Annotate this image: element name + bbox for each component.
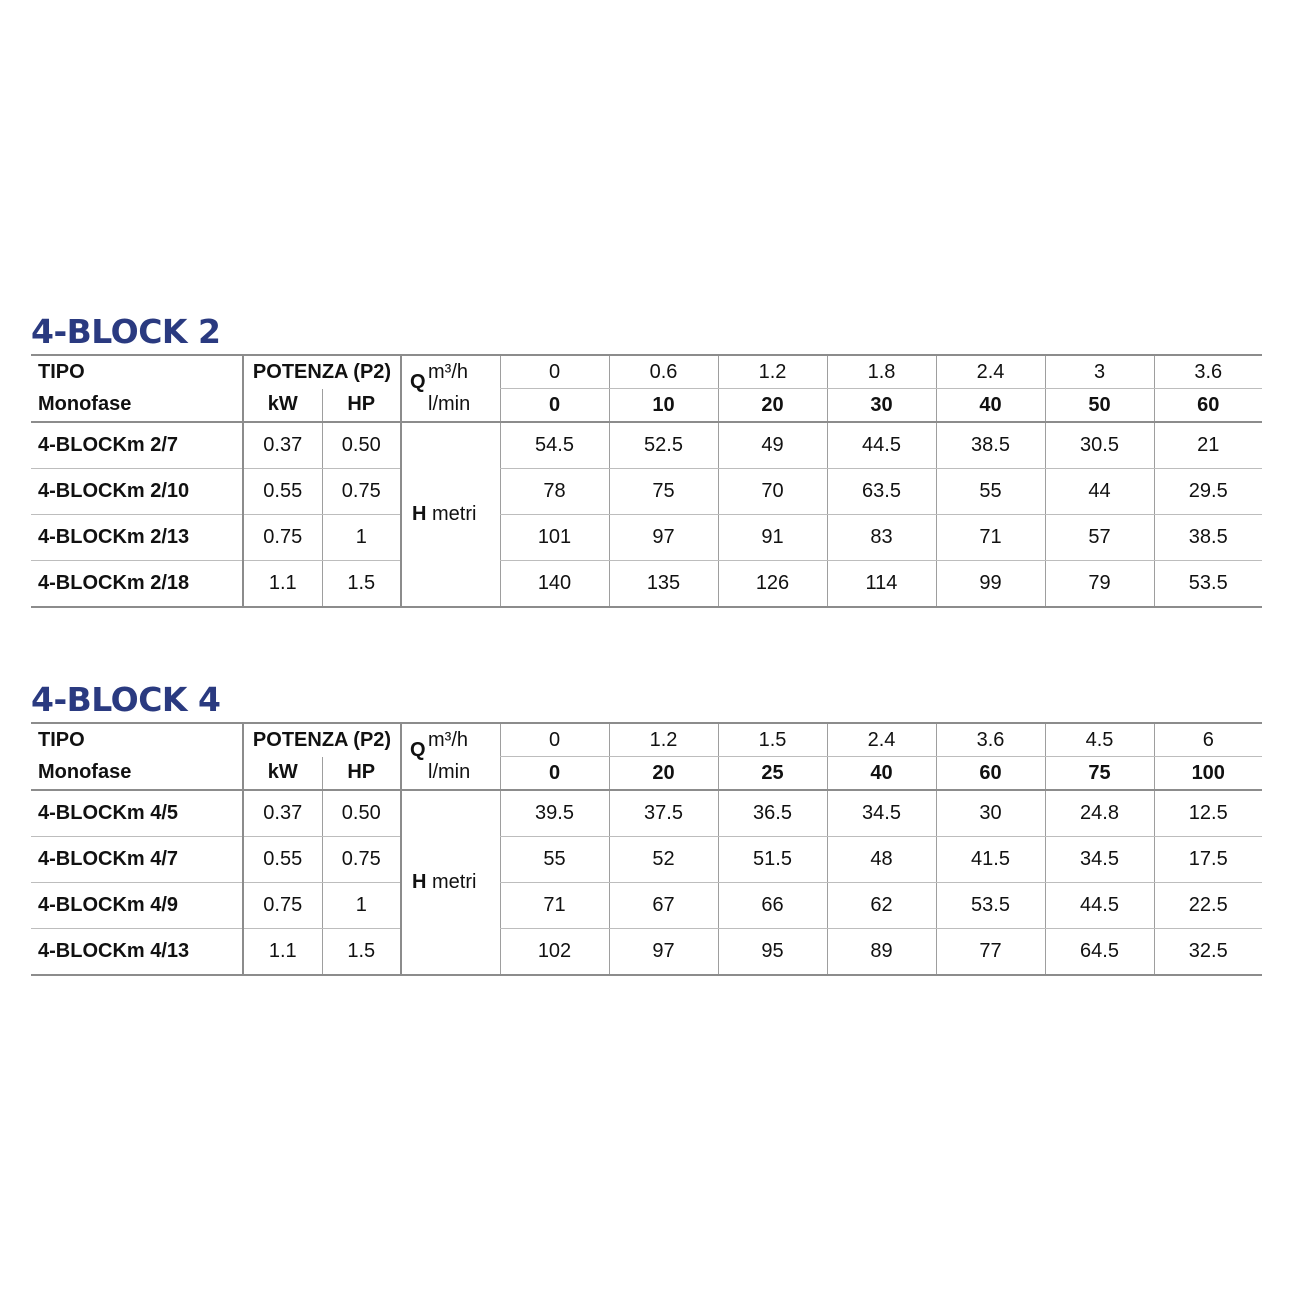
flow-lmin-cell: 25 (718, 757, 827, 791)
power-hp: 1 (322, 515, 401, 561)
flow-lmin-cell: 10 (609, 389, 718, 423)
model-name: 4-BLOCKm 2/7 (31, 422, 243, 469)
head-value-cell: 95 (718, 929, 827, 976)
header-kw: kW (243, 389, 322, 423)
head-value-cell: 12.5 (1154, 790, 1262, 837)
head-value-cell: 62 (827, 883, 936, 929)
flow-lmin-cell: 0 (500, 757, 609, 791)
flow-m3h-cell: 2.4 (827, 723, 936, 757)
head-value-cell: 63.5 (827, 469, 936, 515)
table-row (31, 883, 1262, 929)
head-value-cell: 38.5 (1154, 515, 1262, 561)
header-q: Q (410, 738, 426, 761)
power-kw: 0.75 (243, 515, 322, 561)
head-value-cell: 52 (609, 837, 718, 883)
head-value-cell: 52.5 (609, 422, 718, 469)
flow-m3h-cell: 0.6 (609, 355, 718, 389)
table-row (31, 929, 1262, 976)
flow-lmin-cell: 0 (500, 389, 609, 423)
power-hp: 0.75 (322, 469, 401, 515)
head-value-cell: 71 (500, 883, 609, 929)
flow-m3h-cell: 1.5 (718, 723, 827, 757)
header-potenza: POTENZA (P2) (243, 723, 401, 757)
head-value-cell: 126 (718, 561, 827, 608)
head-value-cell: 64.5 (1045, 929, 1154, 976)
flow-m3h-cell: 2.4 (936, 355, 1045, 389)
flow-m3h-cell: 6 (1154, 723, 1262, 757)
head-value-cell: 77 (936, 929, 1045, 976)
head-value-cell: 29.5 (1154, 469, 1262, 515)
unit-lmin: l/min (428, 761, 471, 784)
performance-table (31, 354, 1262, 608)
head-value-cell: 89 (827, 929, 936, 976)
model-name: 4-BLOCKm 4/7 (31, 837, 243, 883)
unit-lmin: l/min (428, 393, 471, 416)
header-metri: metri (432, 503, 477, 525)
head-value-cell: 30.5 (1045, 422, 1154, 469)
head-value-cell: 114 (827, 561, 936, 608)
head-label (401, 422, 500, 607)
unit-m3h: m³/h (428, 360, 468, 383)
head-value-cell: 67 (609, 883, 718, 929)
power-kw: 0.55 (243, 469, 322, 515)
flow-lmin-cell: 100 (1154, 757, 1262, 791)
flow-lmin-cell: 40 (936, 389, 1045, 423)
head-value-cell: 53.5 (1154, 561, 1262, 608)
table-row (31, 790, 1262, 837)
flow-m3h-cell: 3 (1045, 355, 1154, 389)
power-hp: 0.50 (322, 422, 401, 469)
head-value-cell: 66 (718, 883, 827, 929)
header-metri: metri (432, 871, 477, 893)
head-value-cell: 79 (1045, 561, 1154, 608)
flow-m3h-cell: 3.6 (1154, 355, 1262, 389)
table-row (31, 515, 1262, 561)
head-value-cell: 17.5 (1154, 837, 1262, 883)
power-hp: 1.5 (322, 929, 401, 976)
power-kw: 0.37 (243, 790, 322, 837)
head-value-cell: 57 (1045, 515, 1154, 561)
flow-lmin-cell: 20 (609, 757, 718, 791)
flow-lmin-cell: 50 (1045, 389, 1154, 423)
model-name: 4-BLOCKm 2/10 (31, 469, 243, 515)
head-value-cell: 70 (718, 469, 827, 515)
head-value-cell: 39.5 (500, 790, 609, 837)
table-title: 4-BLOCK 4 (31, 680, 221, 719)
head-value-cell: 97 (609, 515, 718, 561)
head-value-cell: 101 (500, 515, 609, 561)
flow-m3h-cell: 1.8 (827, 355, 936, 389)
flow-m3h-cell: 1.2 (718, 355, 827, 389)
header-hp: HP (322, 389, 401, 423)
head-value-cell: 34.5 (1045, 837, 1154, 883)
header-monofase: Monofase (31, 389, 243, 423)
head-value-cell: 38.5 (936, 422, 1045, 469)
head-value-cell: 36.5 (718, 790, 827, 837)
power-hp: 0.50 (322, 790, 401, 837)
table-row (31, 422, 1262, 469)
flow-lmin-cell: 60 (936, 757, 1045, 791)
head-value-cell: 135 (609, 561, 718, 608)
head-value-cell: 140 (500, 561, 609, 608)
model-name: 4-BLOCKm 2/18 (31, 561, 243, 608)
flow-m3h-cell: 4.5 (1045, 723, 1154, 757)
power-kw: 1.1 (243, 561, 322, 608)
flow-lmin-cell: 60 (1154, 389, 1262, 423)
head-value-cell: 44.5 (827, 422, 936, 469)
table-row (31, 561, 1262, 608)
header-hp: HP (322, 757, 401, 791)
header-h: H (412, 503, 427, 525)
table-row (31, 469, 1262, 515)
flow-lmin-cell: 75 (1045, 757, 1154, 791)
head-value-cell: 91 (718, 515, 827, 561)
head-value-cell: 55 (500, 837, 609, 883)
power-kw: 0.37 (243, 422, 322, 469)
head-value-cell: 30 (936, 790, 1045, 837)
performance-table (31, 722, 1262, 976)
header-kw: kW (243, 757, 322, 791)
flow-m3h-cell: 3.6 (936, 723, 1045, 757)
header-h: H (412, 871, 427, 893)
head-value-cell: 53.5 (936, 883, 1045, 929)
head-value-cell: 75 (609, 469, 718, 515)
head-value-cell: 55 (936, 469, 1045, 515)
head-value-cell: 44.5 (1045, 883, 1154, 929)
flow-lmin-cell: 20 (718, 389, 827, 423)
header-tipo: TIPO (31, 723, 243, 757)
head-value-cell: 21 (1154, 422, 1262, 469)
power-kw: 0.75 (243, 883, 322, 929)
flow-m3h-cell: 0 (500, 723, 609, 757)
head-value-cell: 48 (827, 837, 936, 883)
head-value-cell: 71 (936, 515, 1045, 561)
table-section-block2 (31, 310, 1262, 608)
head-value-cell: 44 (1045, 469, 1154, 515)
power-kw: 0.55 (243, 837, 322, 883)
header-potenza: POTENZA (P2) (243, 355, 401, 389)
power-hp: 1 (322, 883, 401, 929)
head-value-cell: 49 (718, 422, 827, 469)
power-hp: 1.5 (322, 561, 401, 608)
head-label (401, 790, 500, 975)
flow-m3h-cell: 0 (500, 355, 609, 389)
head-value-cell: 24.8 (1045, 790, 1154, 837)
table-section-block4 (31, 678, 1262, 976)
head-value-cell: 51.5 (718, 837, 827, 883)
power-kw: 1.1 (243, 929, 322, 976)
table-title: 4-BLOCK 2 (31, 312, 221, 351)
model-name: 4-BLOCKm 2/13 (31, 515, 243, 561)
head-value-cell: 83 (827, 515, 936, 561)
head-value-cell: 78 (500, 469, 609, 515)
header-tipo: TIPO (31, 355, 243, 389)
model-name: 4-BLOCKm 4/5 (31, 790, 243, 837)
head-value-cell: 97 (609, 929, 718, 976)
head-value-cell: 41.5 (936, 837, 1045, 883)
model-name: 4-BLOCKm 4/13 (31, 929, 243, 976)
header-monofase: Monofase (31, 757, 243, 791)
head-value-cell: 102 (500, 929, 609, 976)
head-value-cell: 54.5 (500, 422, 609, 469)
model-name: 4-BLOCKm 4/9 (31, 883, 243, 929)
head-value-cell: 22.5 (1154, 883, 1262, 929)
unit-m3h: m³/h (428, 728, 468, 751)
power-hp: 0.75 (322, 837, 401, 883)
head-value-cell: 34.5 (827, 790, 936, 837)
flow-lmin-cell: 40 (827, 757, 936, 791)
head-value-cell: 32.5 (1154, 929, 1262, 976)
head-value-cell: 37.5 (609, 790, 718, 837)
header-q: Q (410, 370, 426, 393)
table-row (31, 837, 1262, 883)
flow-m3h-cell: 1.2 (609, 723, 718, 757)
flow-lmin-cell: 30 (827, 389, 936, 423)
head-value-cell: 99 (936, 561, 1045, 608)
